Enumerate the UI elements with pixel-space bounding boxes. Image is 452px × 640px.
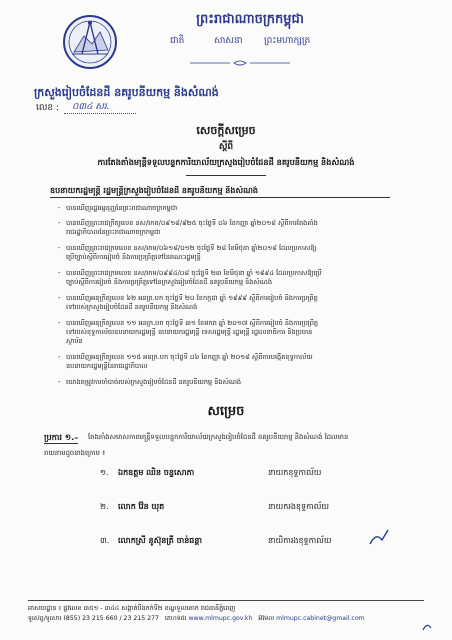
consideration-6-line-3: ស្ថាប័ន	[66, 337, 83, 345]
consideration-6-line-2: ទៅរបស់ខុទ្ទកាល័យឧបនាយករដ្ឋមន្ត្រី ឧបនាយករដ្ឋមន្ត្រី ទេសរដ្ឋមន្ត្រី រដ្ឋមន្ត្រី រដ្ឋលេខាធិការ និងប្រធាន	[66, 328, 313, 336]
decision-subject: ការតែងតាំងមន្ត្រីទទួលបន្ទុកការិយាល័យក្រសួងរៀបចំដែនដី នគរូបនីយកម្ម និងសំណង់	[97, 157, 355, 167]
decision-title: សេចក្ដីសម្រេច	[196, 124, 256, 137]
decision-subtitle: ស្ដីពី	[218, 142, 234, 152]
consideration-3-line-1: - បានឃើញព្រះរាជក្រមលេខ នស/រកម/០៦១៨/០១២ ចុះថ្ងៃទី ២៨ ខែមិថុនា ឆ្នាំ២០១៨ ដែលប្រកាសឱ្យ	[58, 244, 317, 252]
footer-divider	[28, 600, 424, 601]
ref-dotted-line	[64, 113, 136, 114]
consideration-4-line-1: - បានឃើញព្រះរាជក្រមលេខ នស/រកម/០៩៩៤/០៨ ចុះថ្ងៃទី ២៣ ខែមិថុនា ឆ្នាំ ១៩៩៤ ដែលប្រកាសឱ្យប្រើ	[58, 269, 322, 277]
appointee-1-role: នាយកខុទ្ទកាល័យ	[268, 468, 322, 477]
ref-label: លេខ :	[36, 103, 60, 113]
consideration-8-line-1: - យោងតម្រូវការចាំបាច់របស់ក្រសួងរៀបចំដែនដី នគរូបនីយកម្ម និងសំណង់	[58, 378, 242, 386]
footer-email[interactable]: mlmupc.cabinet@gmail.com	[276, 615, 365, 622]
motto-king: ព្រះមហាក្សត្រ	[264, 36, 311, 46]
consideration-7-line-1: - បានឃើញអនុក្រឹត្យលេខ ១១៥ អនក្រ.បក ចុះថ្ងៃទី ០៦ ខែកញ្ញា ឆ្នាំ ២០១៨ ស្ដីពីការបង្កើតខុទ្ទកាល័យ	[58, 353, 313, 361]
consideration-2-line-2: រាជរដ្ឋាភិបាលនៃព្រះរាជាណាចក្រកម្ពុជា	[66, 228, 161, 236]
title-underline	[186, 175, 266, 176]
ministry-name: ក្រសួងរៀបចំដែនដី នគរូបនីយកម្ម និងសំណង់	[34, 86, 219, 99]
appointee-3-name: លោកស្រី នូស៊ុនត្រី ចាន់ធន្តា	[118, 536, 202, 545]
consideration-2-line-1: - បានឃើញព្រះរាជក្រឹត្យលេខ នស/រកត/០៩១៨/៩២៥ ចុះថ្ងៃទី ០៦ ខែកញ្ញា ឆ្នាំ២០១៨ ស្ដីពីការតែងតាំង	[58, 219, 318, 227]
consideration-1-line-1: - បានឃើញរដ្ឋធម្មនុញ្ញនៃព្រះរាជាណាចក្រកម្ពុជា	[58, 204, 178, 212]
footer-site-label: គេហទំព័រ	[164, 615, 187, 622]
footer-address: អាសយដ្ឋាន ៖ ផ្លូវលេខ ៣៥១ - ៣៤៤ សង្កាត់បឹងកក់ទី២ ខណ្ឌទួលគោក រាជធានីភ្នំពេញ	[28, 604, 236, 612]
motto-religion: សាសនា	[214, 36, 243, 46]
motto-ornament	[190, 52, 290, 60]
footer-email-label: អ៊ីម៉ែល	[258, 615, 275, 622]
intro-authority: ឧបនាយករដ្ឋមន្ត្រី រដ្ឋមន្ត្រីក្រសួងរៀបចំដែនដី នគរូបនីយកម្ម និងសំណង់	[50, 186, 258, 195]
consideration-3-line-2: ប្រើច្បាប់ស្ដីពីការរៀបចំ និងការប្រព្រឹត្តទៅនៃគណៈរដ្ឋមន្ត្រី	[66, 253, 201, 261]
page-corner-mark-icon	[420, 618, 434, 632]
decision-heading: សម្រេច	[207, 404, 245, 419]
footer-site[interactable]: www.mlmupc.gov.kh	[188, 615, 253, 622]
ministry-logo	[62, 14, 118, 70]
consideration-5-line-1: - បានឃើញអនុក្រឹត្យលេខ ៦២ អនក្រ.បក ចុះថ្ងៃទី ២០ ខែកក្កដា ឆ្នាំ ១៩៩៩ ស្ដីពីការរៀបចំ និងការប្រព្រឹត្ត	[58, 294, 318, 302]
consideration-7-line-2: ឧបនាយករដ្ឋមន្ត្រីនៃរាជរដ្ឋាភិបាល	[66, 362, 148, 370]
article-label-underline	[44, 443, 78, 444]
appointee-2-role: នាយករងខុទ្ទកាល័យ	[268, 502, 329, 511]
appointee-3-num: ៣.	[100, 536, 110, 545]
motto-nation: ជាតិ	[170, 36, 185, 46]
appointee-1-name: ឯកឧត្ដម ឈិន ចន្ទសោភា	[118, 468, 195, 477]
article-label: ប្រការ ១.–	[44, 432, 79, 442]
appointee-2-num: ២.	[100, 502, 109, 511]
kingdom-title: ព្រះរាជាណាចក្រកម្ពុជា	[196, 12, 304, 27]
article-text-line-1: តែងតាំងសមាសភាពមន្ត្រីទទួលបន្ទុកការិយាល័យក្រសួងរៀបចំដែនដី នគរូបនីយកម្ម និងសំណង់ ដែលមាន	[88, 433, 349, 441]
ministry-seal-icon	[62, 14, 118, 70]
footer-phone: ទូរស័ព្ទ/ទូរសារ (855) 23 215 660 / 23 215 277	[28, 615, 159, 622]
appointee-3-role: នាយិការងខុទ្ទកាល័យ	[268, 536, 332, 545]
consideration-5-line-2: ទៅរបស់ក្រសួងរៀបចំដែនដី នគរូបនីយកម្ម និងសំណង់	[66, 303, 198, 311]
consideration-4-line-2: ច្បាប់ស្ដីពីការរៀបចំ និងការប្រព្រឹត្តទៅនៃក្រសួងរៀបចំដែនដី នគរូបនីយកម្ម និងសំណង់	[66, 278, 272, 286]
ref-number: ០៣៤ សរ.	[72, 102, 110, 112]
initial-mark-icon	[368, 528, 392, 548]
appointee-2-name: លោក វ៉ែន ឃុត	[118, 502, 165, 511]
footer-contact	[28, 615, 438, 623]
intro-underline	[50, 197, 390, 198]
consideration-6-line-1: - បានឃើញអនុក្រឹត្យលេខ ១១ អនក្រ.បក ចុះថ្ងៃទី ៣១ ខែមករា ឆ្នាំ ២០១៧ ស្ដីពីការរៀបចំ និងការប្រព្រឹត្ត	[58, 319, 319, 327]
appointee-1-num: ១.	[100, 468, 109, 477]
article-text-line-2: រាយនាមដូចខាងក្រោម ៖	[44, 449, 106, 457]
